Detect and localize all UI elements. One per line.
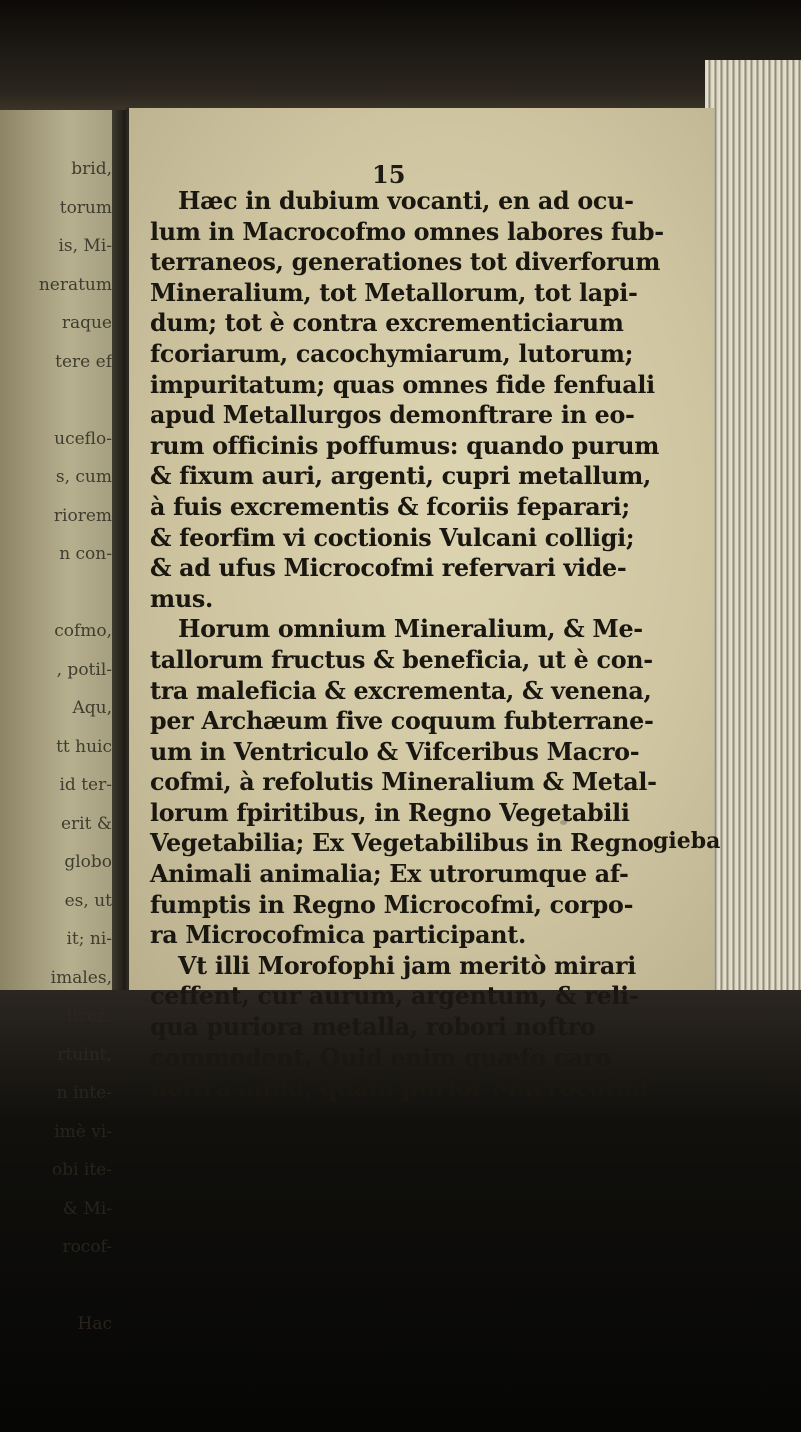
catchword: gieba [653, 828, 721, 854]
text-line: Vegetabilia; Ex Vegetabilibus in Regno [150, 829, 654, 858]
text-line: dum; tot è contra excrementiciarum [150, 309, 624, 338]
text-line: per Archæum five coquum fubterrane- [150, 707, 654, 736]
facing-page-fragment: n con- [59, 544, 112, 564]
text-line: qua puriora metalla, robori noftro [150, 1013, 596, 1042]
text-line: mus. [150, 584, 213, 613]
text-line: Horum omnium Mineralium, & Me- [178, 615, 643, 644]
facing-page-fragment: id ter- [59, 775, 112, 795]
text-line: impuritatum; quas omnes fide fenfuali [150, 370, 655, 399]
facing-page-fragment: brid, [71, 159, 112, 179]
text-line: fumptis in Regno Microcofmi, corpo- [150, 890, 634, 919]
text-line: commodent. Quid enim quæfo caro [150, 1043, 611, 1072]
stain-mark [240, 540, 245, 544]
page-edges [705, 60, 801, 1010]
text-line: tallorum fructus & beneficia, ut è con- [150, 645, 653, 674]
text-line: lum in Macrocofmo omnes labores fub- [150, 217, 664, 246]
facing-page-fragment: itrez; [66, 1006, 112, 1026]
text-line: Mineralium, tot Metallorum, tot lapi- [150, 278, 638, 307]
facing-page-fragment: es, ut [64, 890, 112, 911]
page-body-text [150, 186, 710, 1104]
text-line: & ad ufus Microcofmi refervari vide- [150, 554, 627, 583]
facing-page-text [2, 150, 112, 1344]
facing-page-fragment: imales, [50, 967, 112, 988]
text-line: Animali animalia; Ex utrorumque af- [150, 860, 629, 889]
text-line: & fixum auri, argenti, cupri metallum, [150, 462, 651, 491]
text-line: Vt illi Morofophi jam meritò mirari [178, 951, 636, 980]
text-line: terraneos, generationes tot diverforum [150, 248, 661, 277]
text-line: um in Ventriculo & Vifceribus Macro- [150, 737, 640, 766]
text-line: lorum fpiritibus, in Regno Vegetabili [150, 798, 630, 827]
facing-page-fragment: globo [64, 852, 112, 872]
facing-page-fragment: tere ef [55, 351, 112, 372]
facing-page-fragment: neratum [38, 274, 112, 295]
facing-page-fragment: rocof- [62, 1237, 112, 1257]
text-line: noftra aliud, quàm purior Macrocofmi [150, 1074, 649, 1103]
facing-page-fragment: torum [59, 197, 112, 218]
text-line: & feorfim vi coctionis Vulcani colligi; [150, 523, 635, 552]
text-line: cofmi, à refolutis Mineralium & Metal- [150, 768, 657, 797]
facing-page-fragment: tt huic [56, 736, 112, 757]
stain-mark [560, 820, 567, 825]
facing-page-fragment: obi ite- [51, 1160, 112, 1180]
text-line: rum officinis poffumus: quando purum [150, 431, 660, 460]
page-number: 15 [372, 160, 406, 189]
facing-page-fragment: & Mi- [62, 1198, 112, 1219]
facing-page-fragment [2, 574, 112, 613]
facing-page-fragment: , potil- [56, 659, 112, 680]
facing-page-fragment: n inte- [56, 1083, 112, 1103]
facing-page-fragment: uceflo- [54, 428, 112, 449]
facing-page-fragment: s, cum [55, 467, 112, 487]
text-line: apud Metallurgos demonftrare in eo- [150, 401, 635, 430]
text-line: ra Microcofmica participant. [150, 921, 526, 950]
facing-page-fragment: Aqu, [72, 698, 112, 718]
facing-page-fragment [2, 1267, 112, 1306]
facing-page-fragment: Hac [77, 1314, 112, 1334]
facing-page-fragment: riorem [53, 505, 112, 526]
text-line: à fuis excrementis & fcoriis feparari; [150, 492, 630, 521]
facing-page-fragment: is, Mi- [58, 236, 112, 256]
facing-page-fragment: cofmo, [54, 621, 112, 641]
facing-page-fragment: erit & [61, 813, 112, 834]
facing-page-fragment: it; ni- [66, 929, 112, 949]
text-line: tra maleficia & excrementa, & venena, [150, 676, 652, 705]
facing-page-fragment: raque [61, 313, 112, 333]
facing-page-fragment [2, 381, 112, 420]
facing-page-fragment: imè vi- [54, 1121, 112, 1142]
facing-page-fragment: rtuint, [57, 1044, 112, 1065]
text-line: Hæc in dubium vocanti, en ad ocu- [178, 187, 634, 215]
text-line: fcoriarum, cacochymiarum, lutorum; [150, 339, 634, 368]
text-line: ceffent, cur aurum, argentum, & reli- [150, 982, 639, 1011]
